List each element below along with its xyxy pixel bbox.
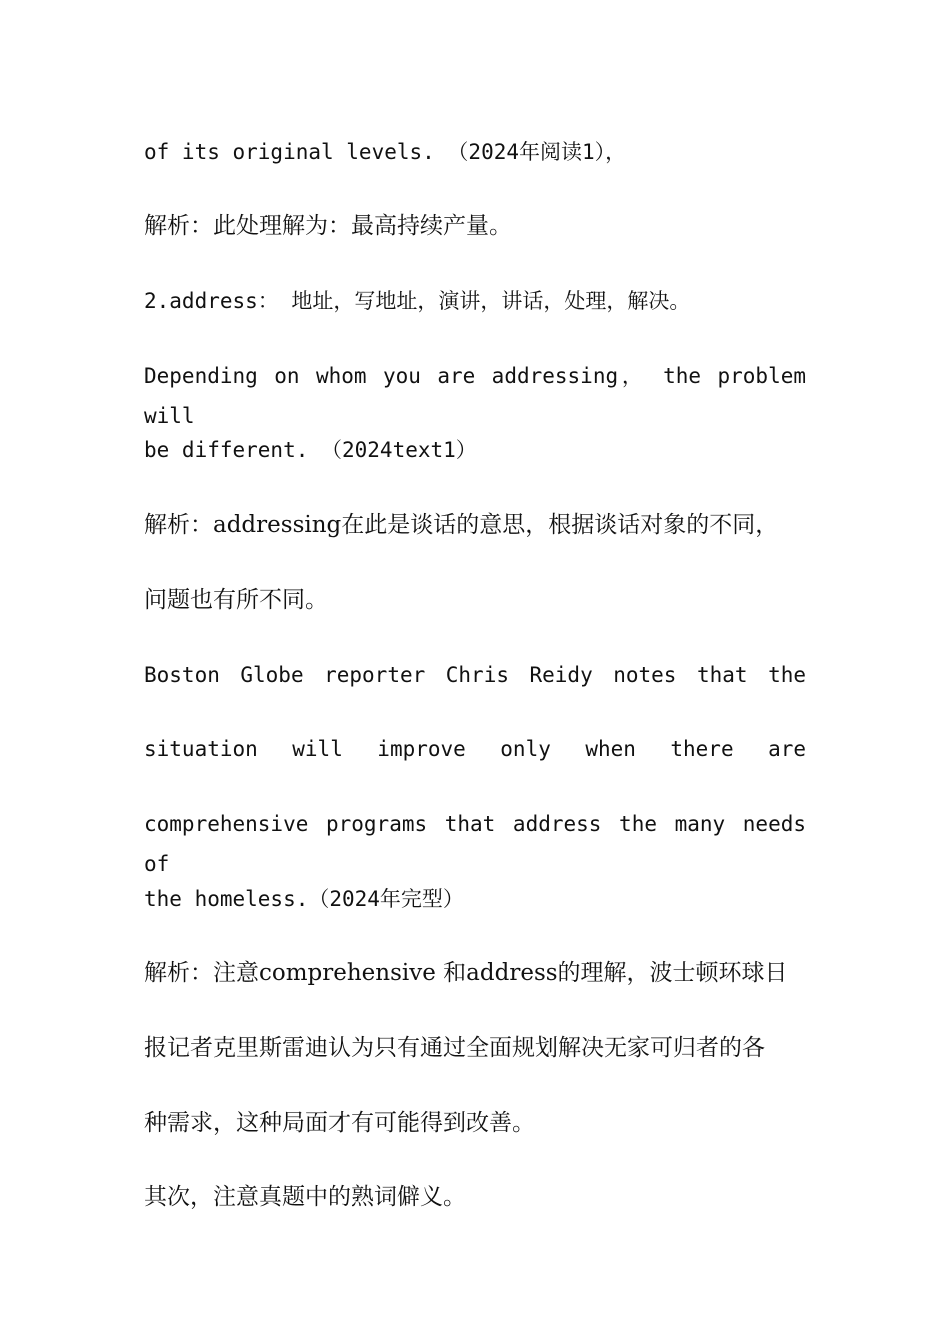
text-line-1: of its original levels. （2024年阅读1）， — [144, 140, 627, 164]
text-line-5: be different. （2024text1） — [144, 438, 477, 462]
text-line-2: 解析：此处理解为：最高持续产量。 — [144, 213, 512, 239]
text-line-15: 其次，注意真题中的熟词僻义。 — [144, 1184, 466, 1210]
text-line-7: 问题也有所不同。 — [144, 587, 328, 613]
text-line-9: situation will improve only when there are — [144, 737, 806, 761]
text-line-6: 解析：addressing在此是谈话的意思，根据谈话对象的不同， — [144, 512, 779, 538]
text-line-12: 解析：注意comprehensive 和address的理解，波士顿环球日 — [144, 960, 788, 986]
text-line-10: comprehensive programs that address the many needs of — [144, 812, 806, 876]
text-line-8: Boston Globe reporter Chris Reidy notes that the — [144, 663, 806, 687]
text-line-13: 报记者克里斯雷迪认为只有通过全面规划解决无家可归者的各 — [144, 1035, 765, 1061]
text-line-14: 种需求，这种局面才有可能得到改善。 — [144, 1110, 535, 1136]
text-line-4: Depending on whom you are addressing， the problem will — [144, 364, 806, 428]
text-line-11: the homeless.（2024年完型） — [144, 887, 464, 911]
text-line-3: 2.address： 地址，写地址，演讲，讲话，处理，解决。 — [144, 289, 691, 313]
